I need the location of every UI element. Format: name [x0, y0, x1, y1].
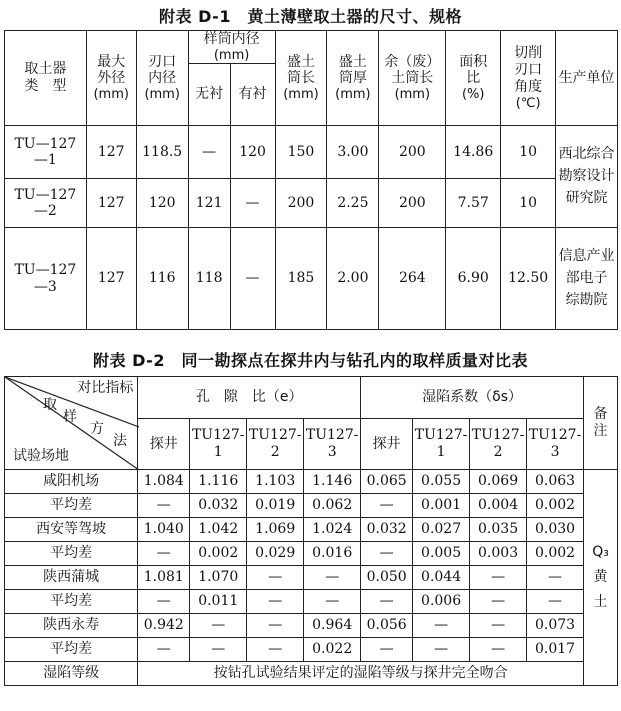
method-header: TU127-1 [190, 419, 247, 470]
method-header: TU127-2 [247, 419, 304, 470]
value-cell: 0.011 [190, 590, 247, 614]
value-cell: — [138, 494, 190, 518]
producer-electronic: 信息产业 部电子 综勘院 [556, 228, 618, 330]
grade-conclusion: 按钻孔试验结果评定的湿陷等级与探井完全吻合 [138, 662, 584, 686]
value-cell: — [361, 494, 413, 518]
corner-label-char: 方 [90, 421, 104, 437]
method-header: 探井 [361, 419, 413, 470]
value-cell: — [304, 590, 361, 614]
value-cell: — [413, 614, 470, 638]
value-cell: 0.004 [470, 494, 527, 518]
header-max-od: 最大 外径 (mm) [86, 31, 136, 126]
value-cell: — [361, 542, 413, 566]
sampler-spec-table [4, 30, 618, 330]
table-row [5, 614, 618, 638]
value-cell: — [527, 566, 584, 590]
header-cut-angle: 切削 刃口 角度 (℃) [501, 31, 556, 126]
corner-label-char: 样 [63, 409, 77, 425]
sampler-type: TU—127 —3 [5, 228, 87, 330]
header-wall-thickness: 盛土 筒厚 (mm) [327, 31, 379, 126]
method-header: TU127-3 [304, 419, 361, 470]
value-cell: — [138, 590, 190, 614]
value-cell: 1.042 [190, 518, 247, 542]
value-cell: — [247, 590, 304, 614]
value-cell: 1.103 [247, 470, 304, 494]
value-cell: — [247, 638, 304, 662]
table-row [5, 638, 618, 662]
value-cell: — [470, 614, 527, 638]
value-cell: — [247, 614, 304, 638]
table-row [5, 228, 618, 330]
header-waste-length: 余（废） 土筒长 (mm) [379, 31, 446, 126]
value-cell: 0.022 [304, 638, 361, 662]
site-name: 平均差 [5, 494, 138, 518]
value-cell: 0.005 [413, 542, 470, 566]
cell: 127 [86, 126, 136, 179]
void-ratio-header: 孔 隙 比（e） [138, 377, 361, 419]
cell: 185 [275, 228, 327, 330]
table-row [5, 126, 618, 179]
value-cell: 0.002 [190, 542, 247, 566]
cell: 120 [230, 126, 275, 179]
table-row [5, 470, 618, 494]
value-cell: — [361, 638, 413, 662]
value-cell: 0.029 [247, 542, 304, 566]
value-cell: — [138, 638, 190, 662]
header-tube-id: 样筒内径 (mm) [188, 31, 275, 64]
value-cell: 1.070 [190, 566, 247, 590]
corner-label-indicator: 对比指标 [77, 380, 134, 396]
site-name: 平均差 [5, 638, 138, 662]
value-cell: 0.016 [304, 542, 361, 566]
value-cell: 1.116 [190, 470, 247, 494]
table-row [5, 518, 618, 542]
value-cell: 0.027 [413, 518, 470, 542]
value-cell: 0.964 [304, 614, 361, 638]
table-row [5, 662, 618, 686]
cell: 116 [136, 228, 188, 330]
table2-title: 附表 D-2 同一勘探点在探井内与钻孔内的取样质量对比表 [93, 351, 528, 370]
sampler-type: TU—127 —1 [5, 126, 87, 179]
value-cell: — [470, 638, 527, 662]
value-cell: 0.056 [361, 614, 413, 638]
site-name: 西安等驾坡 [5, 518, 138, 542]
value-cell: 0.001 [413, 494, 470, 518]
cell: 7.57 [446, 179, 501, 228]
table-row [5, 179, 618, 228]
cell: — [230, 228, 275, 330]
value-cell: 0.035 [470, 518, 527, 542]
site-name: 陕西蒲城 [5, 566, 138, 590]
value-cell: 0.055 [413, 470, 470, 494]
site-name: 平均差 [5, 590, 138, 614]
method-header: TU127-3 [527, 419, 584, 470]
value-cell: 0.065 [361, 470, 413, 494]
cell: 264 [379, 228, 446, 330]
sampler-type: TU—127 —2 [5, 179, 87, 228]
corner-label-site: 试验场地 [13, 448, 69, 465]
value-cell: 1.024 [304, 518, 361, 542]
cell: 127 [86, 179, 136, 228]
value-cell: 0.019 [247, 494, 304, 518]
cell: 121 [188, 179, 230, 228]
method-header: TU127-1 [413, 419, 470, 470]
grade-label: 湿陷等级 [5, 662, 138, 686]
cell: 14.86 [446, 126, 501, 179]
cell: 200 [275, 179, 327, 228]
header-edge-id: 刃口 内径 (mm) [136, 31, 188, 126]
value-cell: 0.942 [138, 614, 190, 638]
cell: 118.5 [136, 126, 188, 179]
value-cell: 1.084 [138, 470, 190, 494]
table-row [5, 494, 618, 518]
value-cell: — [190, 638, 247, 662]
value-cell: — [361, 590, 413, 614]
method-header: TU127-2 [470, 419, 527, 470]
value-cell: — [470, 590, 527, 614]
value-cell: 0.017 [527, 638, 584, 662]
site-name: 咸阳机场 [5, 470, 138, 494]
cell: 10 [501, 179, 556, 228]
site-name: 陕西永寿 [5, 614, 138, 638]
value-cell: — [138, 542, 190, 566]
table-row [5, 542, 618, 566]
table-row [5, 590, 618, 614]
cell: 127 [86, 228, 136, 330]
value-cell: — [190, 614, 247, 638]
header-tube-length: 盛土 筒长 (mm) [275, 31, 327, 126]
table1-title: 附表 D-1 黄土薄壁取土器的尺寸、规格 [159, 7, 462, 26]
value-cell: — [470, 566, 527, 590]
table-row [5, 566, 618, 590]
value-cell: 0.062 [304, 494, 361, 518]
header-area-ratio: 面积 比 (%) [446, 31, 501, 126]
cell: 200 [379, 179, 446, 228]
value-cell: — [413, 638, 470, 662]
value-cell: 0.032 [361, 518, 413, 542]
value-cell: 0.006 [413, 590, 470, 614]
header-type: 取土器 类 型 [5, 31, 87, 126]
collapse-coefficient-header: 湿陷系数（δs） [361, 377, 584, 419]
value-cell: 0.063 [527, 470, 584, 494]
producer-northwest: 西北综合 勘察设计 研究院 [556, 126, 618, 228]
value-cell: 0.032 [190, 494, 247, 518]
value-cell: 1.040 [138, 518, 190, 542]
cell: — [188, 126, 230, 179]
site-name: 平均差 [5, 542, 138, 566]
value-cell: 1.146 [304, 470, 361, 494]
corner-label-char: 取 [43, 397, 57, 413]
header-with-liner: 有衬 [230, 64, 275, 126]
value-cell: 0.050 [361, 566, 413, 590]
cell: 200 [379, 126, 446, 179]
cell: 2.00 [327, 228, 379, 330]
value-cell: 0.030 [527, 518, 584, 542]
value-cell: 0.002 [527, 542, 584, 566]
cell: 120 [136, 179, 188, 228]
value-cell: 0.044 [413, 566, 470, 590]
value-cell: 0.073 [527, 614, 584, 638]
remark-loess: Q₃ 黄 土 [584, 470, 618, 686]
value-cell: — [247, 566, 304, 590]
value-cell: 1.069 [247, 518, 304, 542]
value-cell: 0.003 [470, 542, 527, 566]
cell: — [230, 179, 275, 228]
sampling-quality-table [4, 376, 618, 686]
cell: 6.90 [446, 228, 501, 330]
corner-label-char: 法 [113, 433, 127, 449]
cell: 3.00 [327, 126, 379, 179]
value-cell: — [527, 590, 584, 614]
value-cell: 0.002 [527, 494, 584, 518]
remark-header: 备 注 [584, 377, 618, 470]
header-no-liner: 无衬 [188, 64, 230, 126]
cell: 2.25 [327, 179, 379, 228]
header-producer: 生产单位 [556, 31, 618, 126]
corner-header [5, 377, 138, 470]
value-cell: 0.069 [470, 470, 527, 494]
method-header: 探井 [138, 419, 190, 470]
cell: 10 [501, 126, 556, 179]
value-cell: 1.081 [138, 566, 190, 590]
cell: 118 [188, 228, 230, 330]
value-cell: — [304, 566, 361, 590]
cell: 12.50 [501, 228, 556, 330]
cell: 150 [275, 126, 327, 179]
